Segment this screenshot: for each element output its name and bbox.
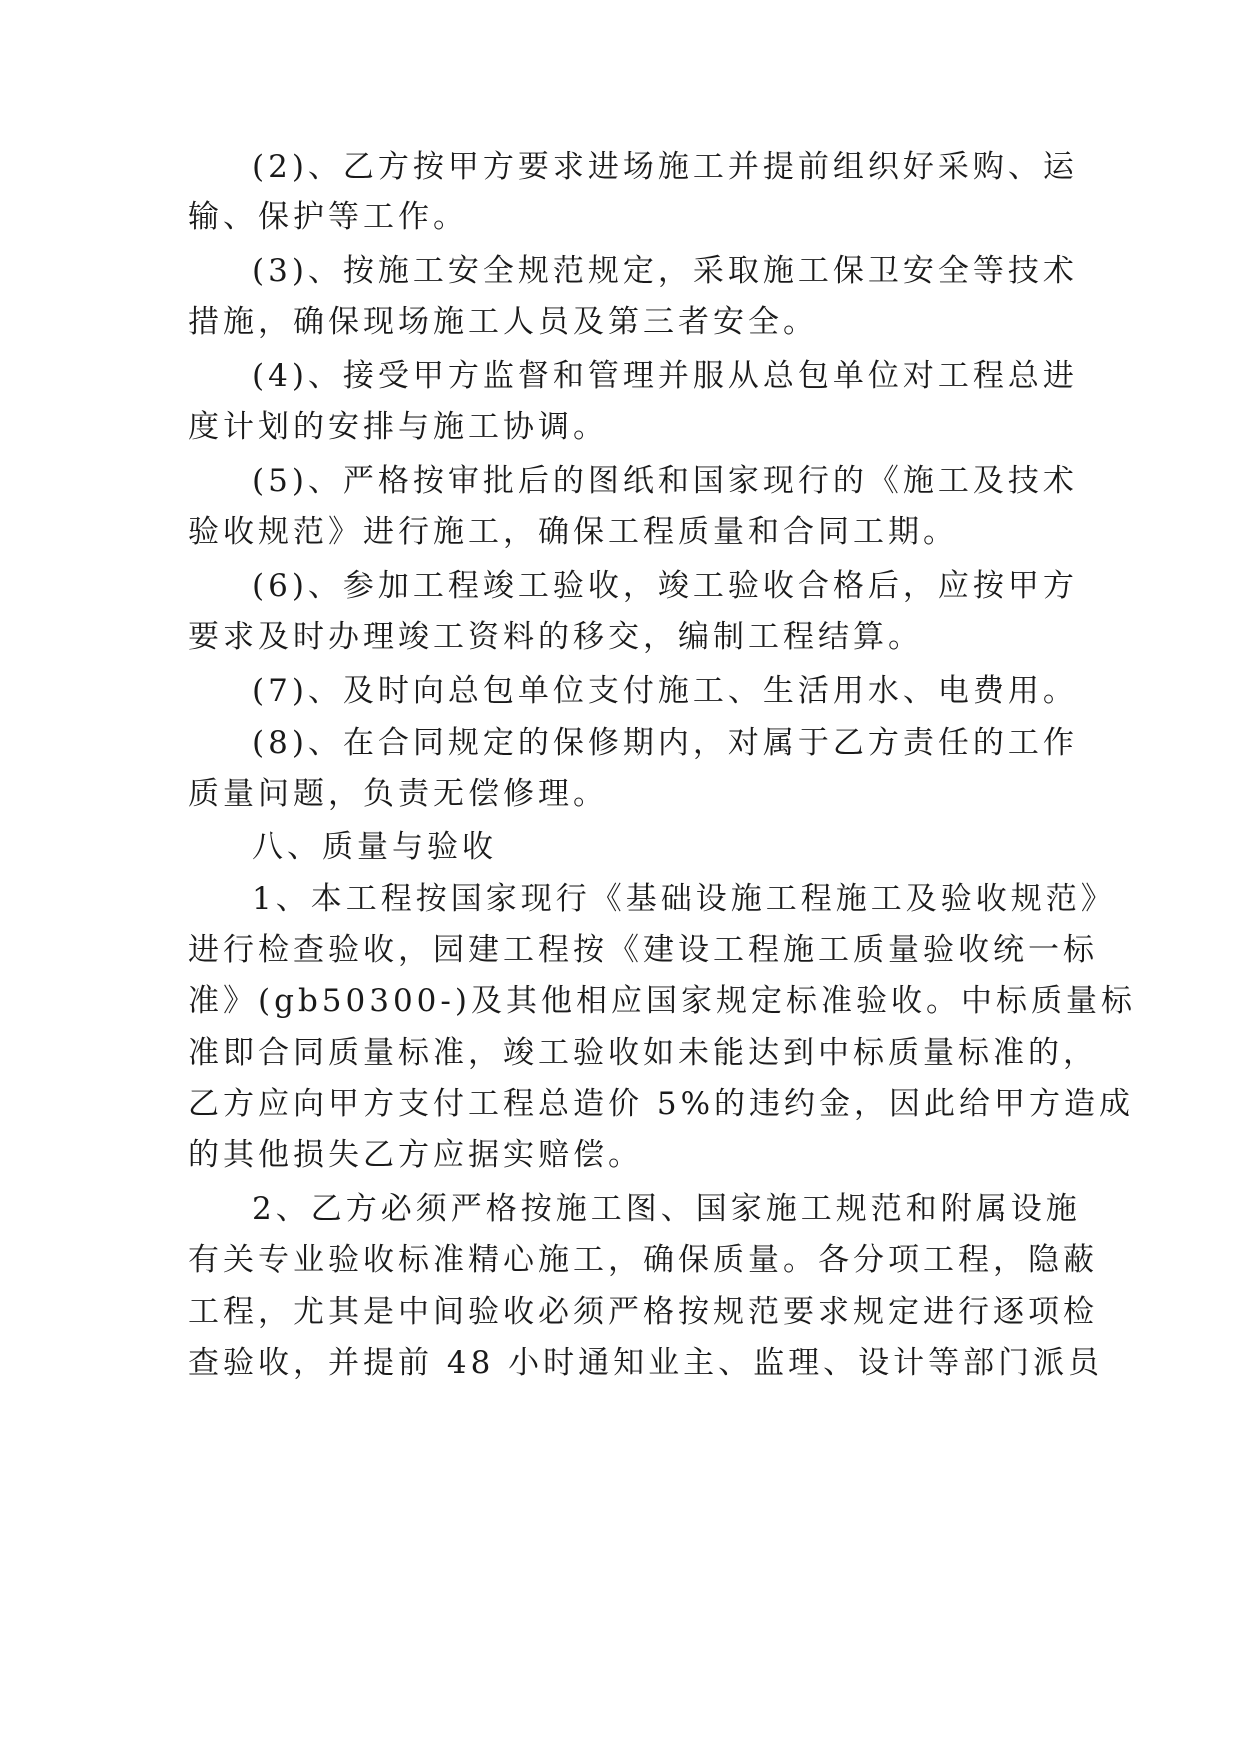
text-line: (7)、及时向总包单位支付施工、生活用水、电费用。: [252, 673, 1078, 709]
text-line: 验收规范》进行施工，确保工程质量和合同工期。: [188, 514, 958, 550]
text-line: (2)、乙方按甲方要求进场施工并提前组织好采购、运: [252, 149, 1078, 185]
text-line: (4)、接受甲方监督和管理并服从总包单位对工程总进: [252, 358, 1078, 394]
text-line: 准》(gb50300-)及其他相应国家规定标准验收。中标质量标: [188, 983, 1136, 1019]
text-line: 要求及时办理竣工资料的移交，编制工程结算。: [188, 619, 923, 655]
text-line: 进行检查验收，园建工程按《建设工程施工质量验收统一标: [188, 932, 1098, 968]
text-line: 质量问题，负责无偿修理。: [188, 776, 608, 812]
text-line: 有关专业验收标准精心施工，确保质量。各分项工程，隐蔽: [188, 1242, 1098, 1278]
text-line: 度计划的安排与施工协调。: [188, 409, 608, 445]
text-line: 输、保护等工作。: [188, 199, 468, 235]
text-line: (8)、在合同规定的保修期内，对属于乙方责任的工作: [252, 725, 1078, 761]
text-line: 2、乙方必须严格按施工图、国家施工规范和附属设施: [252, 1191, 1081, 1227]
text-line: (5)、严格按审批后的图纸和国家现行的《施工及技术: [252, 463, 1078, 499]
text-line: (3)、按施工安全规范规定，采取施工保卫安全等技术: [252, 253, 1078, 289]
text-line: 措施，确保现场施工人员及第三者安全。: [188, 304, 818, 340]
text-line: 工程，尤其是中间验收必须严格按规范要求规定进行逐项检: [188, 1294, 1098, 1330]
text-line: 查验收，并提前 48 小时通知业主、监理、设计等部门派员: [188, 1345, 1104, 1381]
text-line: (6)、参加工程竣工验收，竣工验收合格后，应按甲方: [252, 568, 1078, 604]
text-line: 准即合同质量标准，竣工验收如未能达到中标质量标准的，: [188, 1035, 1098, 1071]
section-heading: 八、质量与验收: [252, 829, 497, 865]
text-line: 1、本工程按国家现行《基础设施工程施工及验收规范》: [252, 881, 1116, 917]
text-line: 乙方应向甲方支付工程总造价 5%的违约金，因此给甲方造成: [188, 1086, 1135, 1122]
text-line: 的其他损失乙方应据实赔偿。: [188, 1137, 643, 1173]
